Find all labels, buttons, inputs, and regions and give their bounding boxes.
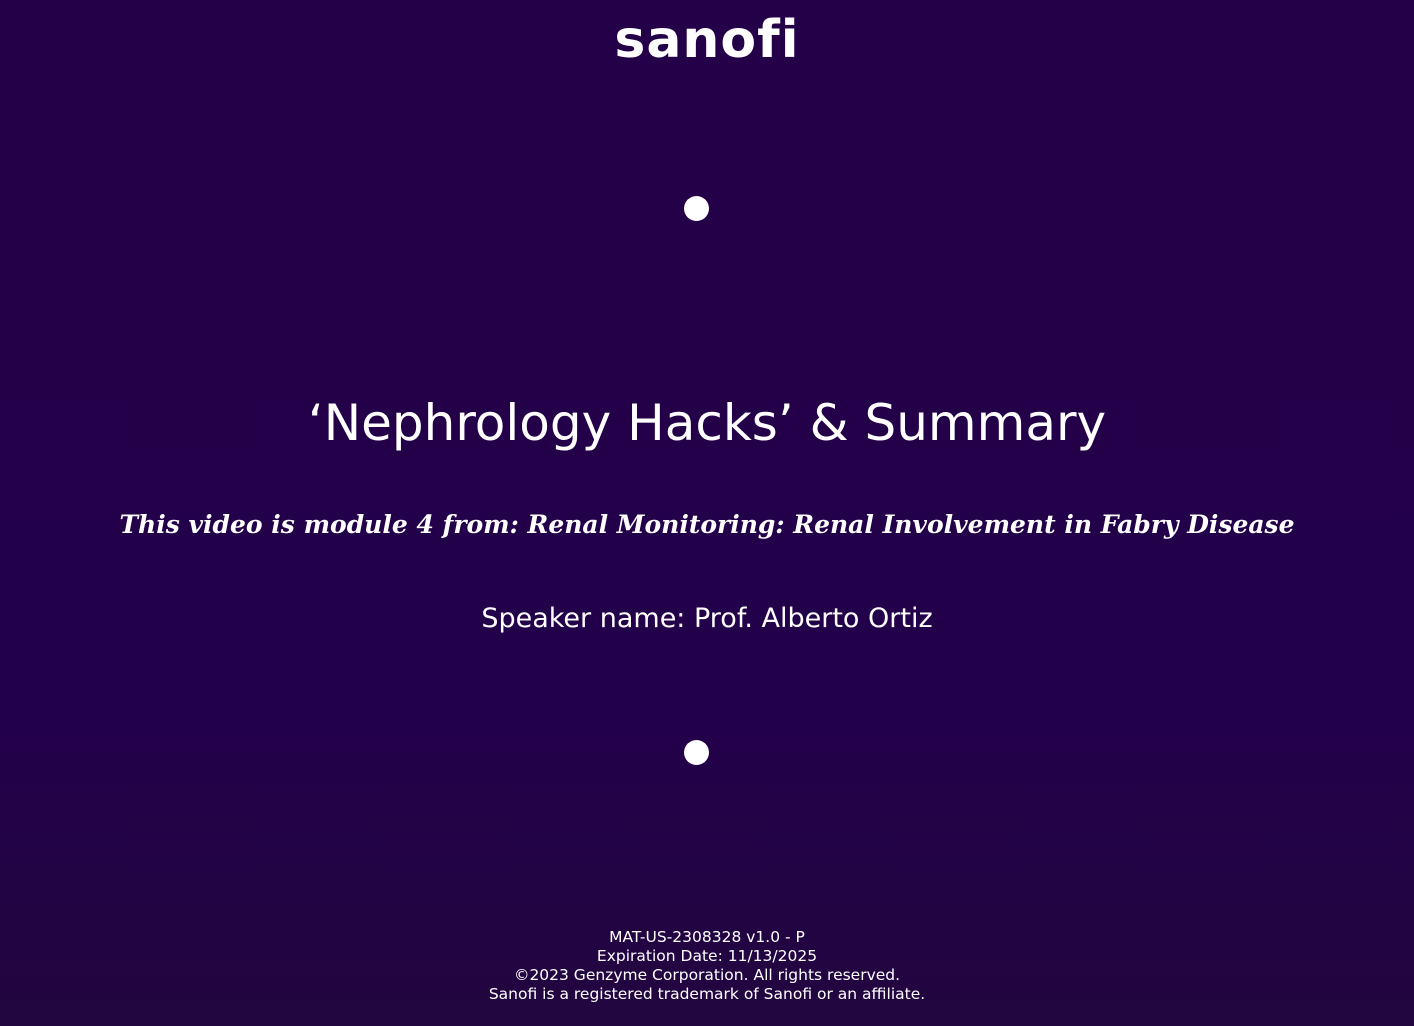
decorative-dot-top [684,196,709,221]
copyright-notice: ©2023 Genzyme Corporation. All rights reserved. [513,966,901,984]
trademark-notice: Sanofi is a registered trademark of Sanofi or an affiliate. [488,985,926,1003]
material-code: MAT-US-2308328 v1.0 - P [609,928,805,946]
legal-footer [0,928,1414,1004]
module-subtitle: This video is module 4 from: Renal Monitoring: Renal Involvement in Fabry Disease [119,510,1295,539]
speaker-name: Speaker name: Prof. Alberto Ortiz [481,603,933,634]
decorative-dot-bottom [684,740,709,765]
slide-title: ‘Nephrology Hacks’ & Summary [307,394,1107,452]
expiration-date: Expiration Date: 11/13/2025 [596,947,818,965]
sanofi-logo: sanofi [614,10,800,70]
